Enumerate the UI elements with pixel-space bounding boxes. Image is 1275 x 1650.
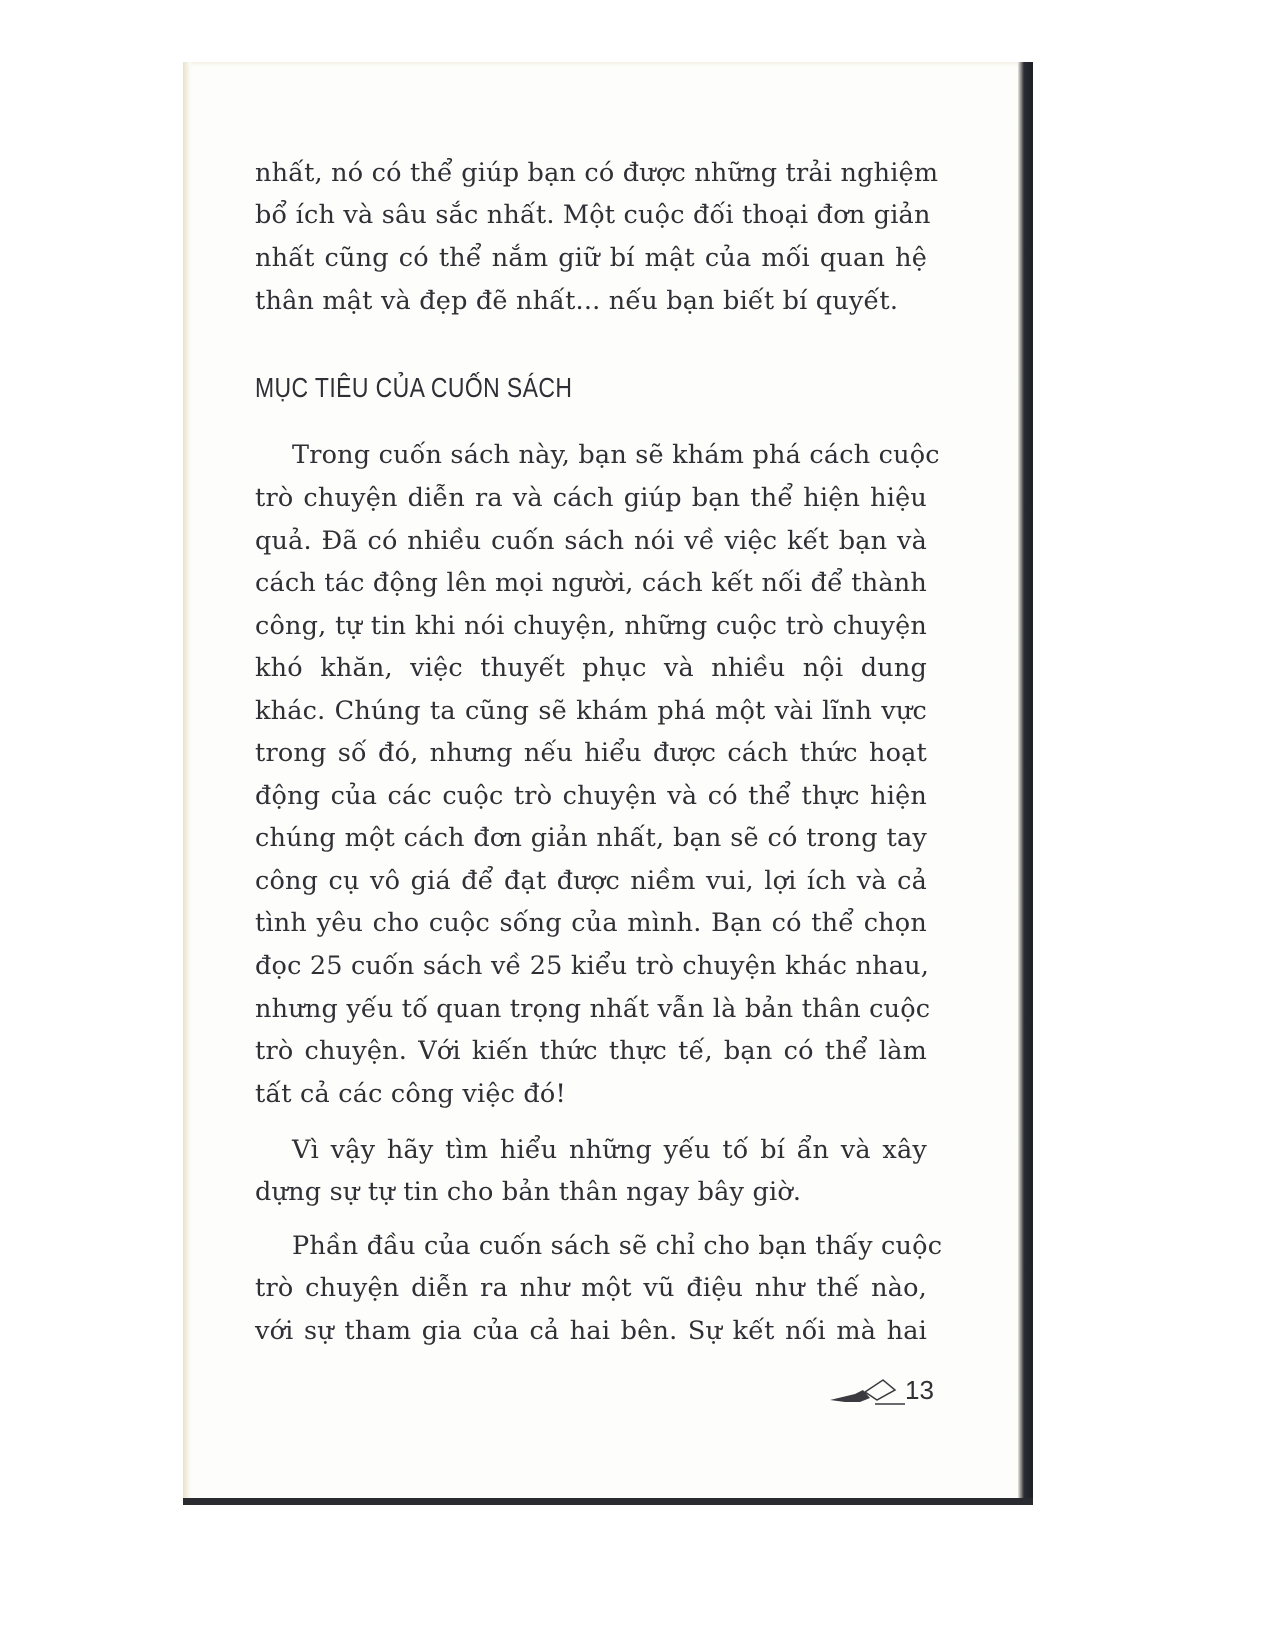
text-line: trò chuyện. Với kiến thức thực tế, bạn có thể làm (255, 1036, 927, 1066)
text-line: khó khăn, việc thuyết phục và nhiều nội dung (255, 653, 927, 683)
text-line: tình yêu cho cuộc sống của mình. Bạn có thể chọn (255, 908, 927, 938)
text-line: trò chuyện diễn ra như một vũ điệu như thế nào, (255, 1273, 927, 1303)
text-line: trong số đó, nhưng nếu hiểu được cách thức hoạt (255, 738, 927, 768)
text-line: tất cả các công việc đó! (255, 1079, 566, 1109)
page-gutter (183, 62, 191, 1504)
text-line: nhưng yếu tố quan trọng nhất vẫn là bản thân cuộc (255, 994, 931, 1024)
text-line: Trong cuốn sách này, bạn sẽ khám phá cách cuộc (292, 440, 940, 470)
text-line: cách tác động lên mọi người, cách kết nối để thành (255, 568, 928, 598)
page-number: 13 (905, 1375, 934, 1405)
book-edge-bottom (183, 1498, 1033, 1505)
text-line: công, tự tin khi nói chuyện, những cuộc trò chuyện (255, 611, 927, 641)
text-line: động của các cuộc trò chuyện và có thể thực hiện (255, 781, 927, 811)
text-line: với sự tham gia của cả hai bên. Sự kết nối mà hai (255, 1316, 927, 1346)
text-line: thân mật và đẹp đẽ nhất... nếu bạn biết bí quyết. (255, 286, 899, 316)
text-line: nhất, nó có thể giúp bạn có được những trải nghiệm (255, 158, 939, 188)
text-line: Vì vậy hãy tìm hiểu những yếu tố bí ẩn và xây (292, 1135, 927, 1165)
text-line: dựng sự tự tin cho bản thân ngay bây giờ. (255, 1177, 802, 1207)
text-line: nhất cũng có thể nắm giữ bí mật của mối quan hệ (255, 243, 927, 273)
text-line: đọc 25 cuốn sách về 25 kiểu trò chuyện khác nhau, (255, 951, 930, 981)
text-line: khác. Chúng ta cũng sẽ khám phá một vài lĩnh vực (255, 696, 927, 726)
text-line: Phần đầu của cuốn sách sẽ chỉ cho bạn thấy cuộc (292, 1231, 943, 1261)
text-line: công cụ vô giá để đạt được niềm vui, lợi ích và cả (255, 866, 927, 896)
text-line: bổ ích và sâu sắc nhất. Một cuộc đối thoại đơn giản (255, 200, 931, 230)
section-heading: MỤC TIÊU CỦA CUỐN SÁCH (255, 372, 573, 403)
book-edge-right (1018, 62, 1033, 1504)
quill-pen-icon (825, 1372, 905, 1412)
text-line: trò chuyện diễn ra và cách giúp bạn thể hiện hiệu (255, 483, 927, 513)
text-line: chúng một cách đơn giản nhất, bạn sẽ có trong tay (255, 823, 927, 853)
text-line: quả. Đã có nhiều cuốn sách nói về việc kết bạn và (255, 526, 927, 556)
